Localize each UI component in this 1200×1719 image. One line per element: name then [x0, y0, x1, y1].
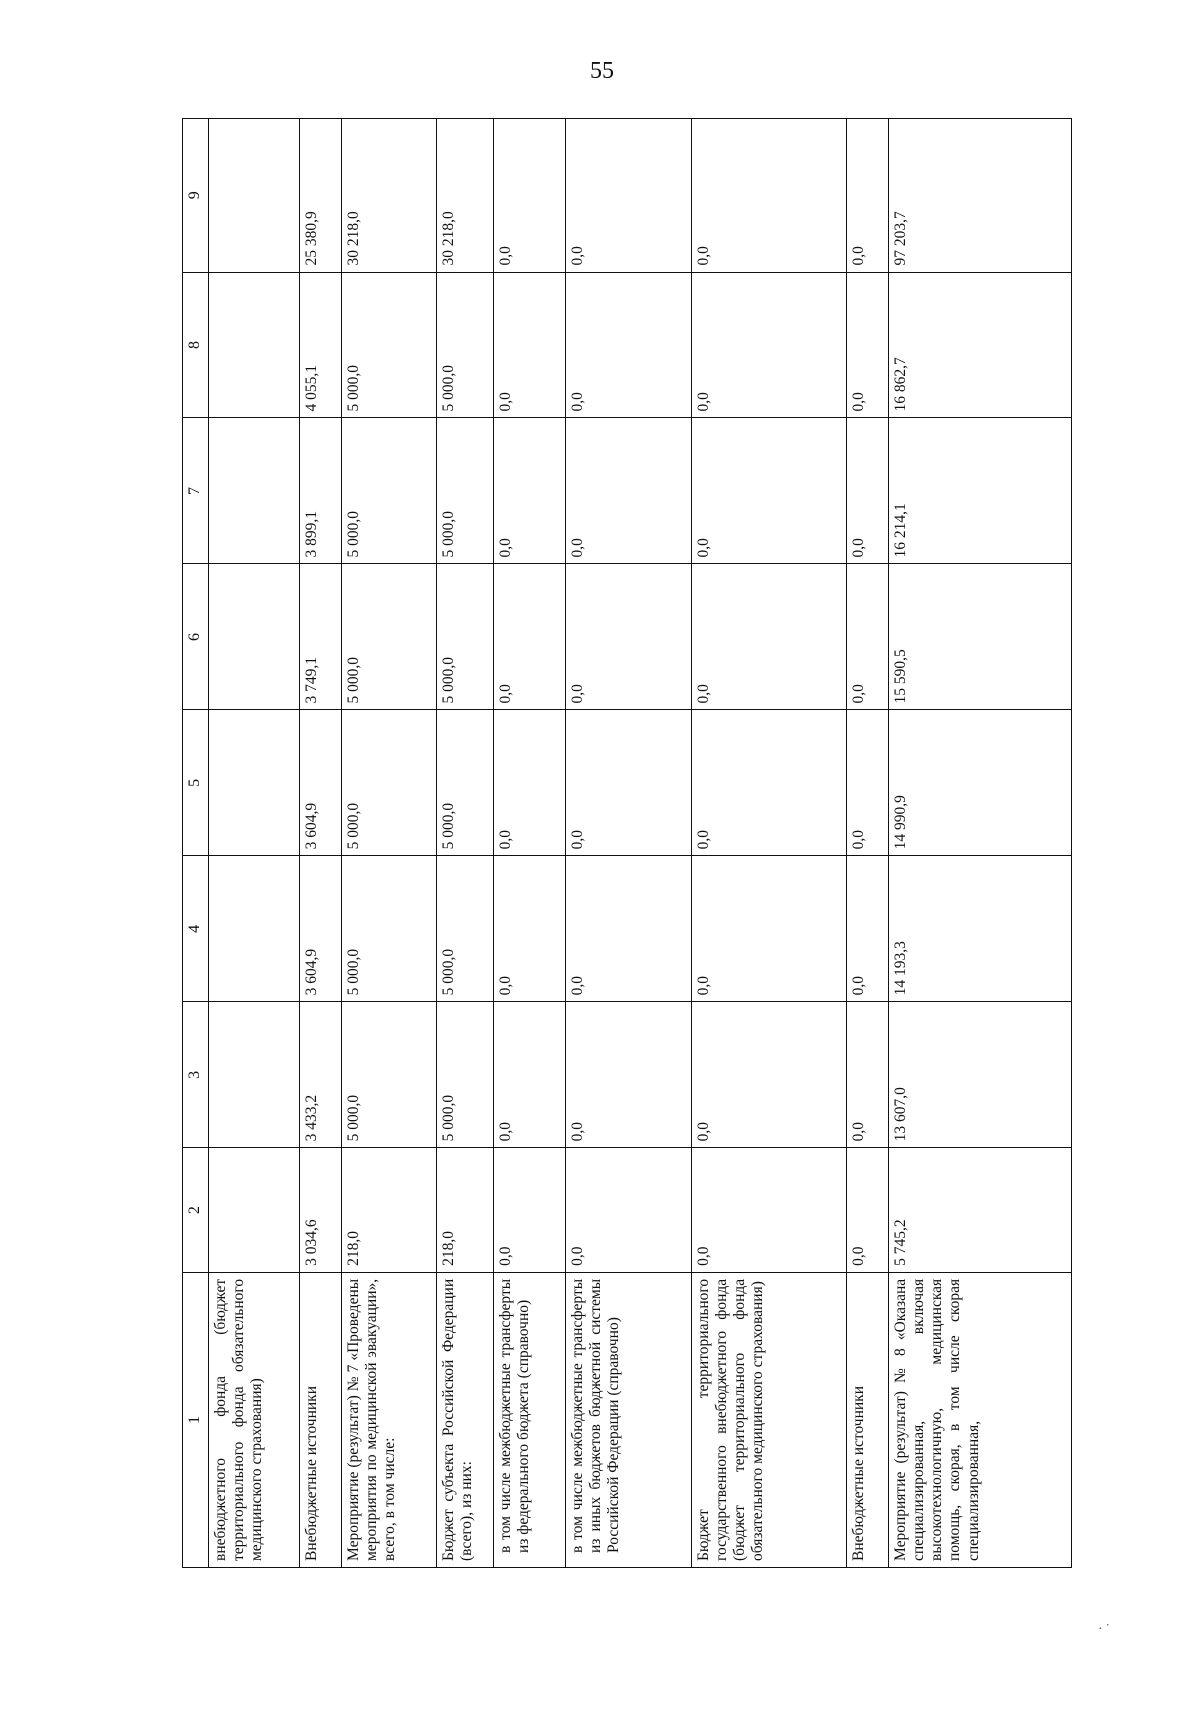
value-cell: 15 590,5 [889, 564, 1072, 710]
value-cell: 0,0 [494, 1002, 566, 1148]
value-cell: 0,0 [566, 418, 692, 564]
value-cell: 16 862,7 [889, 272, 1072, 418]
row-label: Мероприятие (результат) № 8 «Оказана специализированная, включая высокотехнологичную, медицинская помощь, скорая, в том числе скорая специализированная, [889, 1272, 1072, 1567]
value-cell: 5 000,0 [342, 856, 437, 1002]
value-cell: 0,0 [692, 564, 847, 710]
value-cell: 0,0 [566, 564, 692, 710]
row-label: внебюджетного фонда (бюджет территориального фонда обязательного медицинского страхования) [209, 1272, 300, 1567]
value-cell: 5 745,2 [889, 1148, 1072, 1273]
value-cell: 0,0 [847, 710, 889, 856]
table-row [566, 119, 692, 1568]
value-cell [209, 1148, 300, 1273]
table-row [209, 119, 300, 1568]
value-cell: 0,0 [847, 119, 889, 273]
value-cell: 30 218,0 [342, 119, 437, 273]
value-cell: 5 000,0 [437, 710, 494, 856]
value-cell: 0,0 [566, 710, 692, 856]
value-cell: 0,0 [847, 1002, 889, 1148]
value-cell: 3 749,1 [300, 564, 342, 710]
value-cell: 5 000,0 [342, 272, 437, 418]
value-cell: 5 000,0 [437, 272, 494, 418]
value-cell: 14 193,3 [889, 856, 1072, 1002]
header-cell: 3 [183, 1002, 209, 1148]
header-cell: 1 [183, 1272, 209, 1567]
value-cell: 3 604,9 [300, 710, 342, 856]
value-cell: 5 000,0 [342, 418, 437, 564]
value-cell: 0,0 [692, 418, 847, 564]
row-label: Внебюджетные источники [300, 1272, 342, 1567]
header-cell: 6 [183, 564, 209, 710]
value-cell: 16 214,1 [889, 418, 1072, 564]
value-cell: 5 000,0 [437, 1002, 494, 1148]
value-cell: 0,0 [692, 272, 847, 418]
value-cell [209, 564, 300, 710]
value-cell: 0,0 [847, 272, 889, 418]
value-cell: 0,0 [847, 856, 889, 1002]
value-cell: 14 990,9 [889, 710, 1072, 856]
value-cell [209, 1002, 300, 1148]
header-cell: 2 [183, 1148, 209, 1273]
value-cell: 0,0 [494, 272, 566, 418]
value-cell: 4 055,1 [300, 272, 342, 418]
header-cell: 9 [183, 119, 209, 273]
value-cell: 218,0 [342, 1148, 437, 1273]
value-cell: 0,0 [566, 272, 692, 418]
funding-table [182, 118, 1072, 1568]
value-cell: 3 034,6 [300, 1148, 342, 1273]
row-label: Мероприятие (результат) № 7 «Проведены мероприятия по медицинской эвакуации», всего, в том числе: [342, 1272, 437, 1567]
scan-speck: · ˙ [1098, 1622, 1111, 1637]
value-cell: 0,0 [692, 1002, 847, 1148]
value-cell: 0,0 [494, 856, 566, 1002]
value-cell: 0,0 [692, 710, 847, 856]
row-label: Бюджет территориального государственного внебюджетного фонда (бюджет территориального фонда обязательного медицинского страхования) [692, 1272, 847, 1567]
value-cell: 0,0 [566, 119, 692, 273]
value-cell: 0,0 [566, 1002, 692, 1148]
value-cell: 0,0 [692, 1148, 847, 1273]
table-row [692, 119, 847, 1568]
value-cell: 0,0 [847, 564, 889, 710]
value-cell: 0,0 [494, 564, 566, 710]
row-label: Внебюджетные источники [847, 1272, 889, 1567]
header-cell: 5 [183, 710, 209, 856]
value-cell: 5 000,0 [342, 710, 437, 856]
table-row [300, 119, 342, 1568]
value-cell: 3 604,9 [300, 856, 342, 1002]
header-cell: 4 [183, 856, 209, 1002]
value-cell: 5 000,0 [437, 564, 494, 710]
header-cell: 7 [183, 418, 209, 564]
value-cell: 97 203,7 [889, 119, 1072, 273]
value-cell: 0,0 [847, 1148, 889, 1273]
value-cell: 0,0 [494, 119, 566, 273]
value-cell: 3 899,1 [300, 418, 342, 564]
value-cell: 0,0 [847, 418, 889, 564]
table-row [494, 119, 566, 1568]
value-cell: 3 433,2 [300, 1002, 342, 1148]
value-cell [209, 710, 300, 856]
value-cell: 5 000,0 [342, 564, 437, 710]
value-cell: 5 000,0 [342, 1002, 437, 1148]
value-cell: 13 607,0 [889, 1002, 1072, 1148]
value-cell: 30 218,0 [437, 119, 494, 273]
table-row [847, 119, 889, 1568]
row-label: в том числе межбюджетные трансферты из иных бюджетов бюджетной системы Российской Федерации (справочно) [566, 1272, 692, 1567]
page-number: 55 [590, 58, 614, 84]
value-cell [209, 856, 300, 1002]
rotated-table-wrapper [182, 118, 1072, 1568]
value-cell [209, 418, 300, 564]
value-cell: 0,0 [692, 856, 847, 1002]
header-row [183, 119, 209, 1568]
table-row [889, 119, 1072, 1568]
value-cell: 218,0 [437, 1148, 494, 1273]
value-cell: 5 000,0 [437, 856, 494, 1002]
row-label: в том числе межбюджетные трансферты из федерального бюджета (справочно) [494, 1272, 566, 1567]
header-cell: 8 [183, 272, 209, 418]
table-row [342, 119, 437, 1568]
value-cell: 0,0 [566, 1148, 692, 1273]
value-cell: 0,0 [692, 119, 847, 273]
value-cell: 5 000,0 [437, 418, 494, 564]
value-cell: 0,0 [494, 418, 566, 564]
value-cell: 0,0 [566, 856, 692, 1002]
value-cell: 0,0 [494, 710, 566, 856]
value-cell: 0,0 [494, 1148, 566, 1273]
row-label: Бюджет субъекта Российской Федерации (всего), из них: [437, 1272, 494, 1567]
value-cell [209, 272, 300, 418]
table-row [437, 119, 494, 1568]
value-cell [209, 119, 300, 273]
value-cell: 25 380,9 [300, 119, 342, 273]
